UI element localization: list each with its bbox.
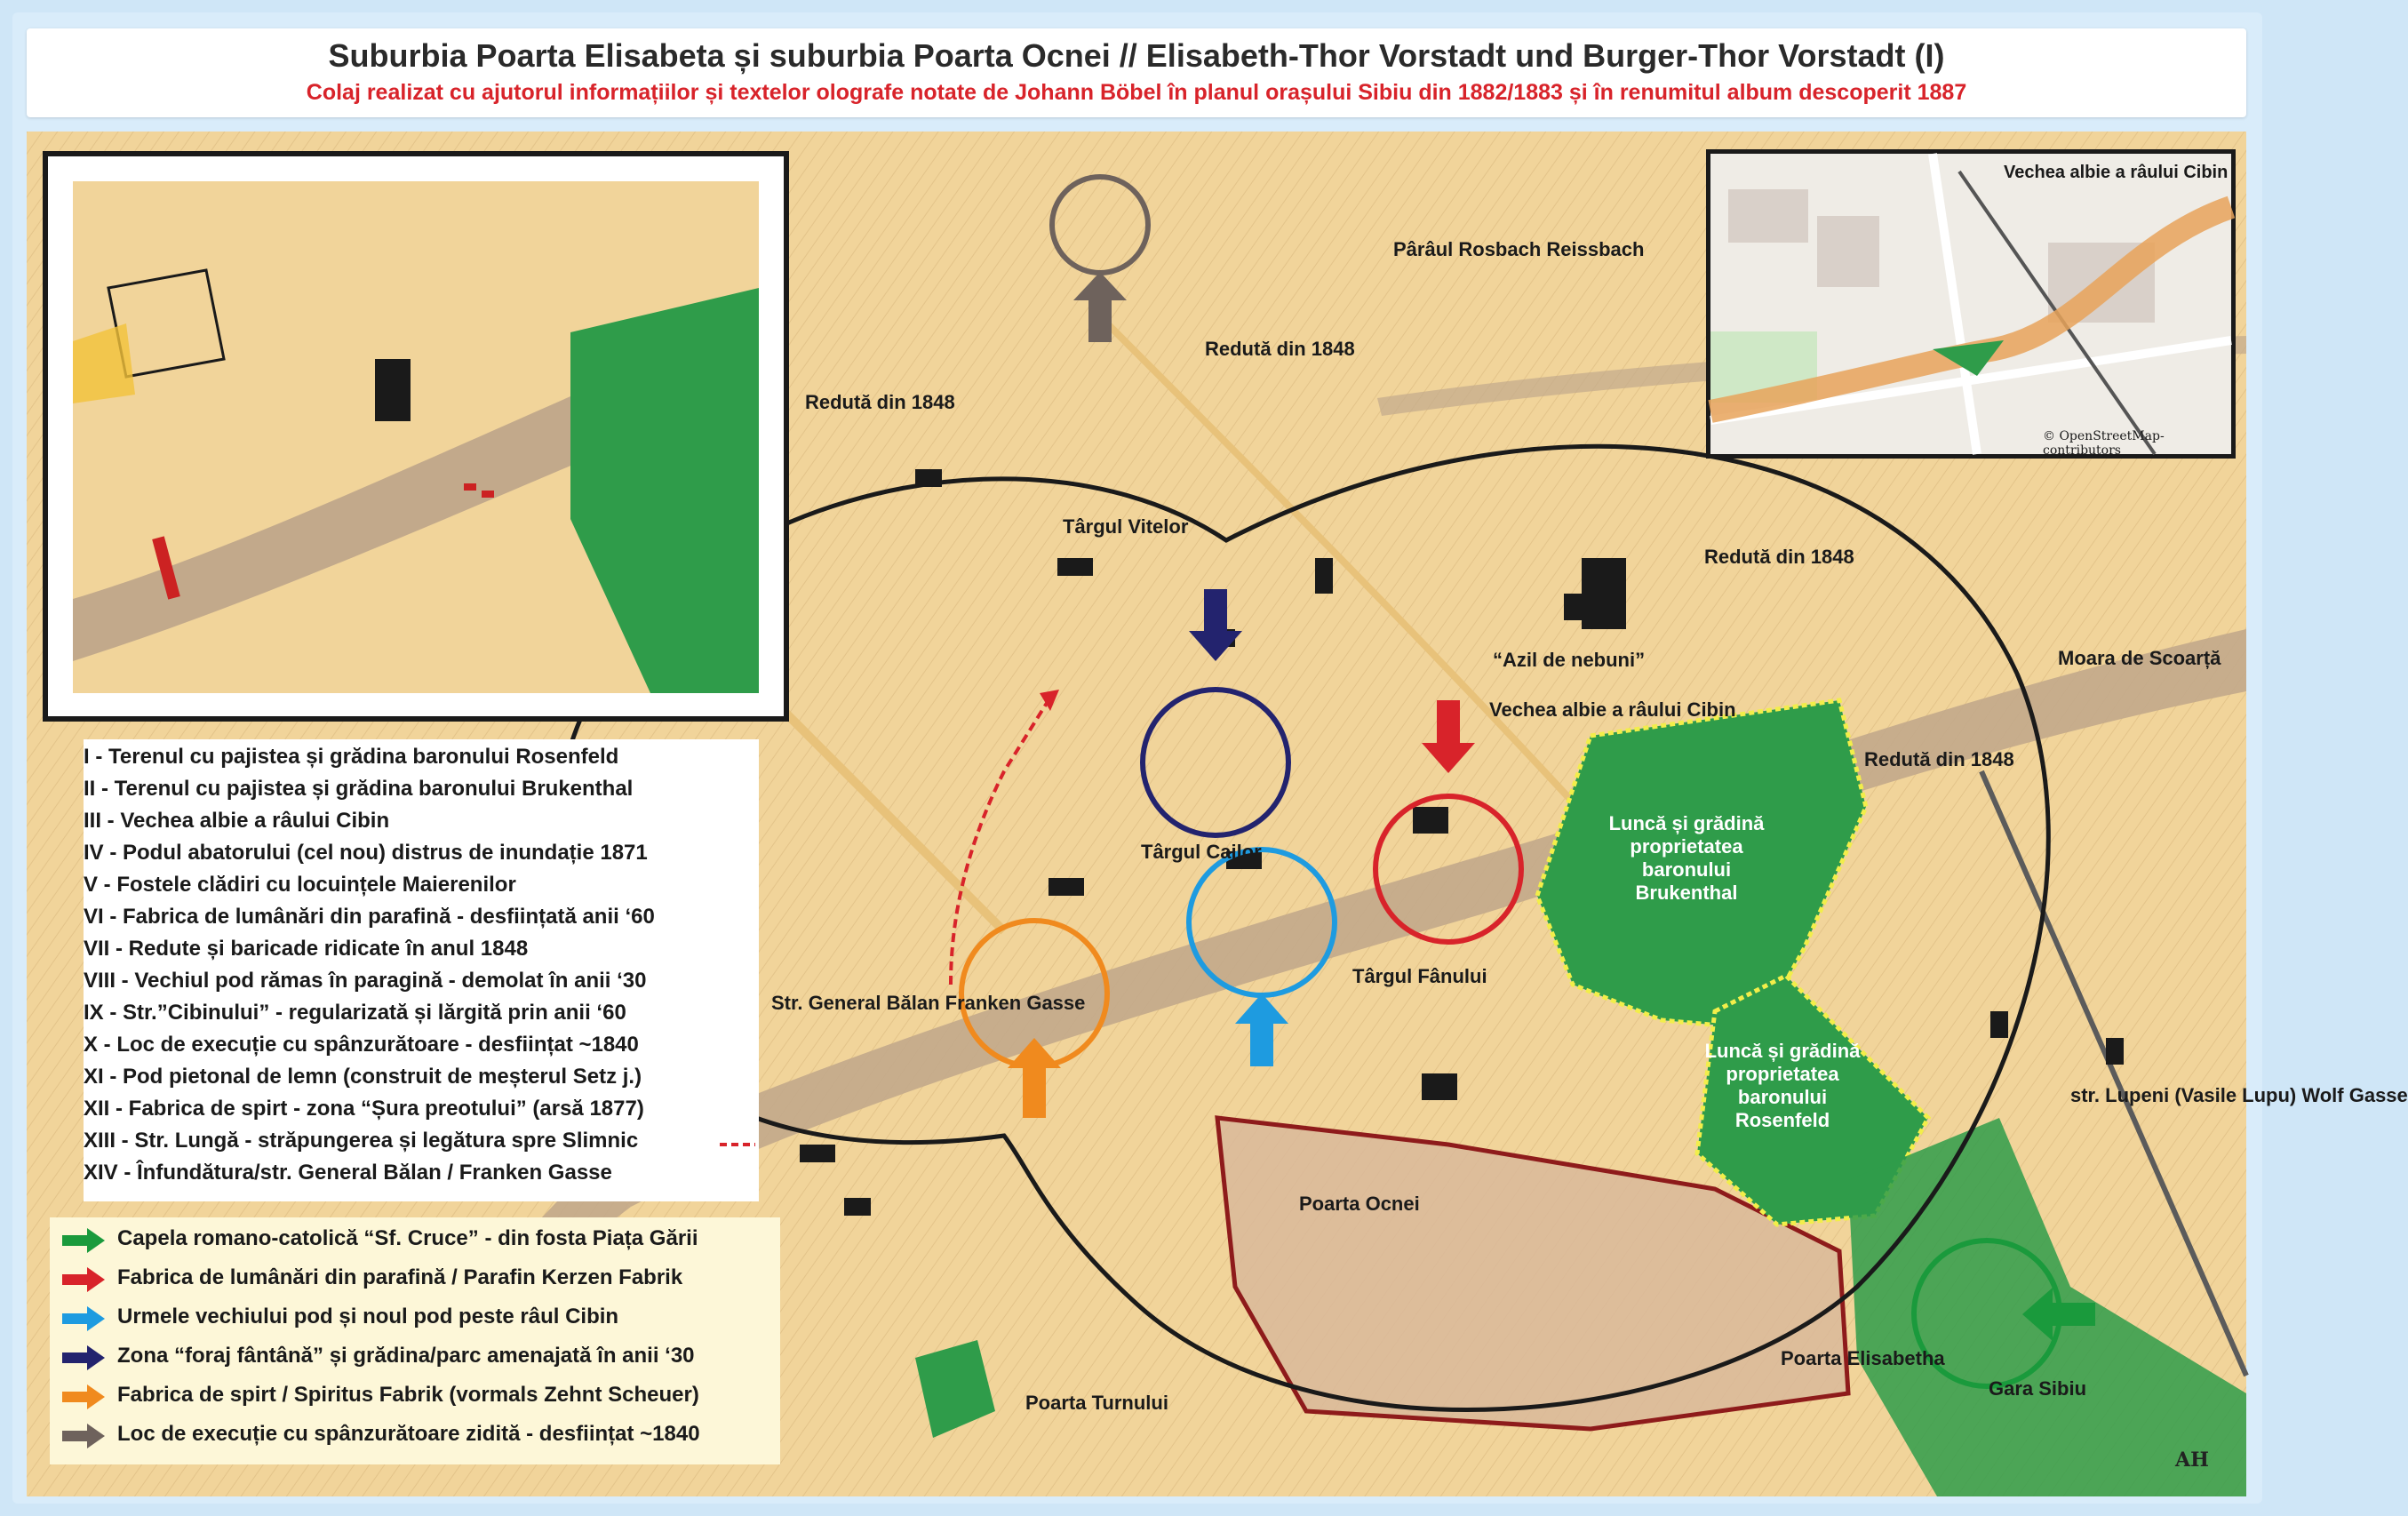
label-targul-fanului: Târgul Fânului — [1352, 965, 1487, 987]
label-reduta-2: Redută din 1848 — [805, 391, 955, 413]
legend-item: IX - Str.”Cibinului” - regularizată și lărgită prin anii ‘60 — [84, 1001, 626, 1025]
legend-item: XI - Pod pietonal de lemn (construit de meșterul Setz j.) — [84, 1065, 642, 1089]
label-reduta-1: Redută din 1848 — [1205, 338, 1355, 360]
author-signature: AH — [2175, 1448, 2209, 1472]
legend-arrow-text: Urmele vechiului pod și noul pod peste râul Cibin — [117, 1305, 619, 1328]
legend-item: III - Vechea albie a râului Cibin — [84, 809, 390, 833]
gray-arrow-icon — [62, 1424, 105, 1448]
osm-credit: © OpenStreetMap-contributors — [2043, 429, 2165, 458]
orange-arrow-icon — [62, 1384, 105, 1409]
label-vechea-albie: Vechea albie a râului Cibin — [1489, 698, 1736, 721]
dashed-red-sample — [720, 1141, 755, 1148]
header-box — [27, 28, 2246, 117]
label-azil: “Azil de nebuni” — [1493, 649, 1646, 671]
label-str-lupeni: str. Lupeni (Vasile Lupu) Wolf Gasse — [2070, 1084, 2408, 1106]
label-lunca-rosenfeld: Luncă și grădină proprietatea baronului Rosenfeld — [1704, 1040, 1861, 1131]
red-arrow-icon — [62, 1267, 105, 1292]
label-targul-vitelor: Târgul Vitelor — [1063, 515, 1189, 538]
navy-arrow-icon — [62, 1345, 105, 1370]
legend-item: VIII - Vechiul pod rămas în paragină - demolat în anii ‘30 — [84, 969, 647, 993]
legend-arrow-text: Zona “foraj fântână” și grădina/parc amenajată în anii ‘30 — [117, 1344, 695, 1368]
label-parau: Pârâul Rosbach Reissbach — [1393, 238, 1645, 260]
blue-arrow-icon — [62, 1306, 105, 1331]
legend-arrows — [50, 1217, 780, 1464]
legend-item: XIV - Înfundătura/str. General Bălan / Franken Gasse — [84, 1161, 612, 1185]
label-str-general: Str. General Bălan Franken Gasse — [771, 992, 1086, 1014]
legend-item: V - Fostele clădiri cu locuințele Maierenilor — [84, 873, 516, 897]
legend-item: XII - Fabrica de spirt - zona “Șura preotului” (arsă 1877) — [84, 1097, 644, 1121]
label-poarta-elisabetha: Poarta Elisabetha — [1781, 1347, 1945, 1369]
inset-svg — [73, 181, 759, 693]
green-arrow-icon — [62, 1228, 105, 1253]
legend-roman — [84, 739, 759, 1201]
label-reduta-4: Redută din 1848 — [1864, 748, 2014, 770]
legend-item: II - Terenul cu pajistea și grădina baronului Brukenthal — [84, 777, 634, 801]
legend-item: VI - Fabrica de lumânări din parafină - desființată anii ‘60 — [84, 905, 655, 929]
page-title: Suburbia Poarta Elisabeta și suburbia Poarta Ocnei // Elisabeth-Thor Vorstadt und Burger-Thor Vorstadt (I) — [328, 37, 1945, 74]
label-reduta-3: Redută din 1848 — [1704, 546, 1854, 568]
label-poarta-turnului: Poarta Turnului — [1025, 1392, 1168, 1414]
label-lunca-brukenthal: Luncă și grădină proprietatea baronului Brukenthal — [1608, 812, 1765, 904]
legend-arrow-text: Capela romano-catolică “Sf. Cruce” - din fosta Piața Gării — [117, 1226, 698, 1250]
osm-inset-map[interactable] — [1706, 149, 2236, 459]
label-moara: Moara de Scoarță — [2058, 647, 2221, 669]
legend-arrow-text: Fabrica de spirt / Spiritus Fabrik (vormals Zehnt Scheuer) — [117, 1383, 699, 1407]
inset-detail-map[interactable] — [43, 151, 789, 722]
label-poarta-ocnei: Poarta Ocnei — [1299, 1193, 1420, 1215]
legend-item: I - Terenul cu pajistea și grădina baronului Rosenfeld — [84, 745, 619, 769]
legend-item: X - Loc de execuție cu spânzurătoare - desființat ~1840 — [84, 1033, 639, 1057]
legend-item: IV - Podul abatorului (cel nou) distrus de inundație 1871 — [84, 841, 648, 865]
page-subtitle: Colaj realizat cu ajutorul informațiilor și textelor olografe notate de Johann Böbel în planul orașului Sibiu din 1882/1883 și în renumitul album descoperit 1887 — [306, 80, 1967, 105]
inset-building — [375, 359, 411, 421]
legend-item: VII - Redute și baricade ridicate în anul 1848 — [84, 937, 529, 961]
label-targul-cailor: Târgul Cailor — [1141, 841, 1262, 863]
osm-title: Vechea albie a râului Cibin — [2004, 163, 2229, 182]
osm-svg — [1710, 154, 2231, 454]
label-gara: Gara Sibiu — [1989, 1377, 2087, 1400]
legend-arrow-text: Loc de execuție cu spânzurătoare zidită - desființat ~1840 — [117, 1422, 700, 1446]
legend-arrow-text: Fabrica de lumânări din parafină / Parafin Kerzen Fabrik — [117, 1265, 683, 1289]
legend-item: XIII - Str. Lungă - străpungerea și legătura spre Slimnic — [84, 1129, 639, 1153]
